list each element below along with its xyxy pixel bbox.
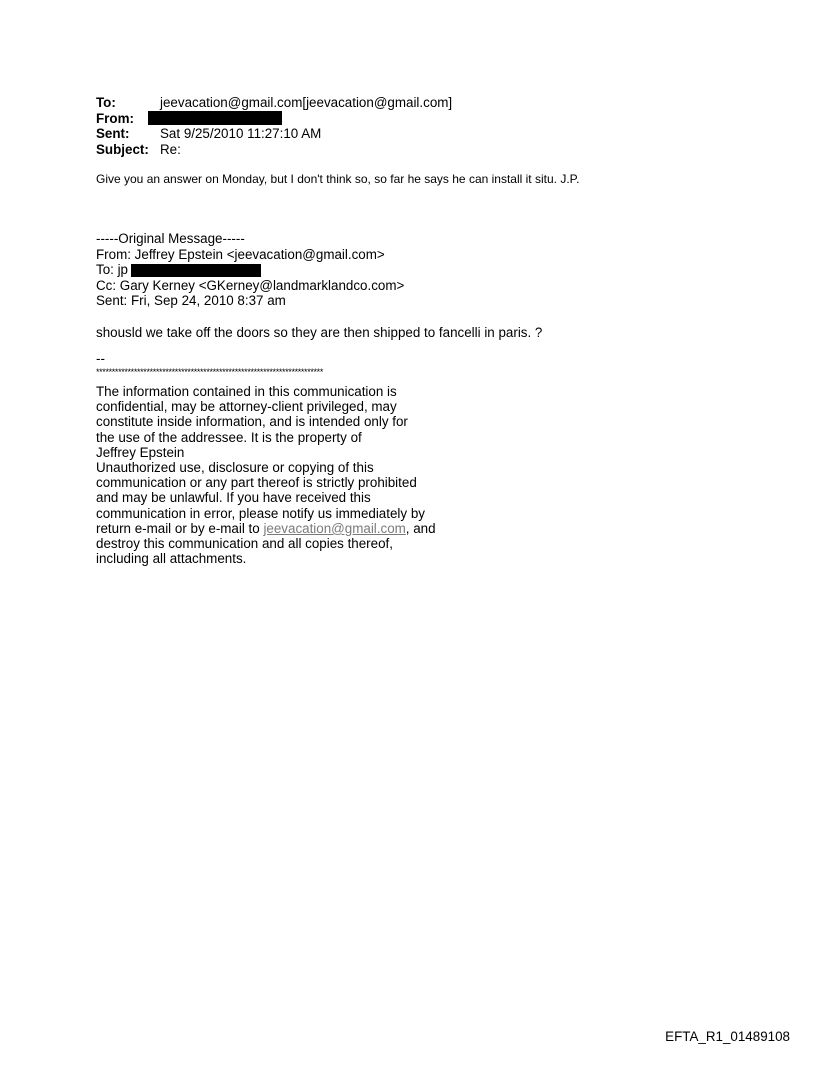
subject-label: Subject: (96, 141, 149, 157)
original-message-body: shousld we take off the doors so they are then shipped to fancelli in paris. ? (96, 325, 543, 340)
original-to-line (96, 262, 404, 278)
redaction-bar (131, 264, 261, 277)
return-prefix: return e-mail or by e-mail to (96, 520, 264, 536)
to-row (96, 95, 452, 111)
disclaimer-line: including all attachments. (96, 551, 247, 567)
email-link[interactable]: jeevacation@gmail.com (263, 520, 406, 536)
subject-row (96, 142, 452, 158)
original-message-header (96, 231, 404, 309)
disclaimer-line: and may be unlawful. If you have received this (96, 490, 371, 506)
disclaimer-line: confidential, may be attorney-client privileged, may (96, 399, 397, 415)
original-from-line: From: Jeffrey Epstein <jeevacation@gmail.com> (96, 246, 385, 262)
disclaimer-return-line (96, 521, 436, 536)
reply-body: Give you an answer on Monday, but I don't think so, so far he says he can install it situ. J.P. (96, 172, 580, 186)
disclaimer-line: destroy this communication and all copies thereof, (96, 536, 393, 552)
confidentiality-disclaimer (96, 384, 436, 566)
to-label: To: (96, 95, 116, 110)
document-id: EFTA_R1_01489108 (665, 1029, 790, 1044)
sent-label: Sent: (96, 126, 130, 141)
signature-star-divider: ************************************************************************ (96, 367, 323, 377)
from-row (96, 111, 452, 127)
subject-value: Re: (160, 141, 181, 157)
original-to-prefix: To: jp (96, 262, 129, 277)
signature-dash: -- (96, 351, 105, 366)
disclaimer-line: the use of the addressee. It is the property of (96, 429, 362, 445)
to-value: jeevacation@gmail.com[jeevacation@gmail.com] (160, 95, 453, 110)
return-suffix: , and (405, 520, 436, 536)
disclaimer-line: communication in error, please notify us immediately by (96, 505, 425, 521)
original-message-divider: -----Original Message----- (96, 231, 245, 246)
disclaimer-line: constitute inside information, and is intended only for (96, 414, 408, 430)
disclaimer-line: Unauthorized use, disclosure or copying of this (96, 460, 374, 476)
from-label: From: (96, 110, 134, 126)
disclaimer-line: The information contained in this communication is (96, 384, 397, 399)
sent-row (96, 126, 452, 142)
disclaimer-line: Jeffrey Epstein (96, 444, 185, 460)
original-sent-line: Sent: Fri, Sep 24, 2010 8:37 am (96, 293, 286, 308)
email-header (96, 95, 452, 157)
original-cc-line: Cc: Gary Kerney <GKerney@landmarklandco.com> (96, 277, 405, 293)
redaction-bar (148, 111, 282, 125)
sent-value: Sat 9/25/2010 11:27:10 AM (160, 126, 322, 141)
disclaimer-line: communication or any part thereof is strictly prohibited (96, 475, 417, 491)
